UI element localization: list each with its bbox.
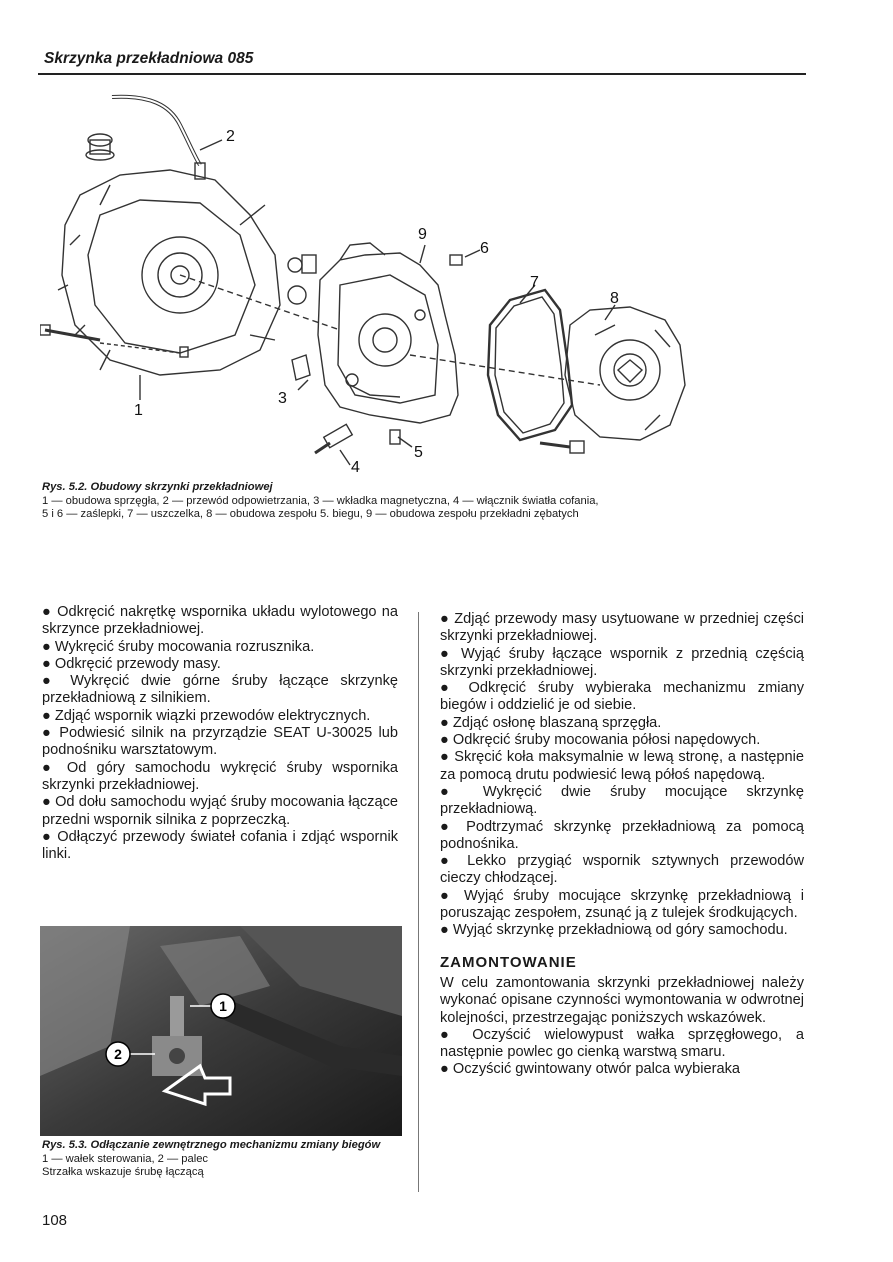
instruction-item: ● Wyjąć skrzynkę przekładniową od góry samochodu.: [440, 922, 788, 939]
figure-2-caption-title: Rys. 5.3. Odłączanie zewnętrznego mechanizmu zmiany biegów: [42, 1139, 381, 1151]
instruction-item: ● Oczyścić gwintowany otwór palca wybieraka: [440, 1061, 740, 1078]
photo-label-2: 2: [114, 1046, 122, 1062]
header-rule: [38, 73, 806, 75]
column-divider: [418, 612, 419, 1192]
instruction-item: ● Odkręcić nakrętkę wspornika układu wylotowego na skrzynce przekładniowej.: [42, 604, 398, 638]
left-text-column: [42, 604, 398, 863]
instruction-item: ● Podtrzymać skrzynkę przekładniową za pomocą podnośnika.: [440, 818, 804, 852]
instruction-item: ● Wyjąć śruby mocujące skrzynkę przekładniową i poruszając zespołem, zsunąć ją z tulejek środkujących.: [440, 887, 804, 922]
figure-2-caption-line: 1 — wałek sterowania, 2 — palec: [42, 1152, 209, 1165]
diagram-label-5: 5: [414, 444, 423, 461]
instruction-item: ● Skręcić koła maksymalnie w lewą stronę, a następnie za pomocą drutu podwiesić lewą półoś napędową.: [440, 749, 804, 783]
diagram-label-7: 7: [530, 274, 539, 291]
instruction-item: ● Zdjąć osłonę blaszaną sprzęgła.: [440, 714, 662, 731]
page-number: 108: [42, 1212, 68, 1229]
instruction-item: ● Od góry samochodu wykręcić śruby wspornika skrzynki przekładniowej.: [42, 759, 398, 793]
diagram-label-6: 6: [480, 240, 489, 257]
instruction-item: ● Oczyścić wielowypust wałka sprzęgłowego, a następnie powlec go cienką warstwą smaru.: [440, 1026, 804, 1061]
instruction-item: ● Odkręcić śruby mocowania półosi napędowych.: [440, 732, 761, 749]
instruction-item: ● Odkręcić przewody masy.: [42, 655, 221, 672]
diagram-label-3: 3: [278, 390, 287, 407]
diagram-label-8: 8: [610, 290, 619, 307]
gearbox-exploded-diagram: [40, 85, 800, 480]
figure-1-caption-title: Rys. 5.2. Obudowy skrzynki przekładniowej: [42, 481, 273, 493]
page-header-title: Skrzynka przekładniowa 085: [44, 50, 254, 67]
instruction-item: ● Wykręcić dwie śruby mocujące skrzynkę przekładniową.: [440, 783, 804, 818]
instruction-item: ● Podwiesić silnik na przyrządzie SEAT U-30025 lub podnośniku warsztatowym.: [42, 725, 398, 759]
instruction-item: ● Zdjąć wspornik wiązki przewodów elektrycznych.: [42, 707, 371, 724]
instruction-item: ● Zdjąć przewody masy usytuowane w przedniej części skrzynki przekładniowej.: [440, 611, 804, 645]
right-text-column: [440, 611, 804, 1079]
diagram-label-4: 4: [351, 459, 360, 476]
instruction-item: ● Odkręcić śruby wybieraka mechanizmu zmiany biegów i oddzielić je od siebie.: [440, 680, 804, 714]
section-heading: ZAMONTOWANIE: [440, 953, 577, 971]
diagram-label-1: 1: [134, 402, 143, 419]
gear-linkage-photo: [40, 926, 402, 1136]
instruction-item: ● Wykręcić dwie górne śruby łączące skrzynkę przekładniową z silnikiem.: [42, 673, 398, 707]
instruction-item: ● Odłączyć przewody świateł cofania i zdjąć wspornik linki.: [42, 828, 398, 863]
figure-2-caption-line: Strzałka wskazuje śrubę łączącą: [42, 1166, 204, 1178]
instruction-item: ● Wykręcić śruby mocowania rozrusznika.: [42, 638, 315, 655]
diagram-label-9: 9: [418, 226, 427, 243]
figure-1-caption-line: 5 i 6 — zaślepki, 7 — uszczelka, 8 — obudowa zespołu 5. biegu, 9 — obudowa zespołu przekładni zębatych: [42, 508, 579, 520]
figure-2-caption: [42, 1139, 412, 1180]
figure-1-caption-line: 1 — obudowa sprzęgła, 2 — przewód odpowietrzania, 3 — wkładka magnetyczna, 4 — włącznik światła cofania,: [42, 494, 599, 507]
figure-1-caption: [42, 481, 802, 522]
instruction-item: ● Od dołu samochodu wyjąć śruby mocowania łączące przedni wspornik silnika z poprzeczką.: [42, 794, 398, 828]
photo-label-1: 1: [219, 998, 227, 1014]
diagram-label-2: 2: [226, 128, 235, 145]
paragraph: W celu zamontowania skrzynki przekładniowej należy wykonać opisane czynności wymontowania w odwrotnej kolejności, przestrzegając poniższych wskazówek.: [440, 974, 804, 1026]
instruction-item: ● Lekko przygiąć wspornik sztywnych przewodów cieczy chłodzącej.: [440, 853, 804, 887]
instruction-item: ● Wyjąć śruby łączące wspornik z przednią częścią skrzynki przekładniowej.: [440, 645, 804, 679]
